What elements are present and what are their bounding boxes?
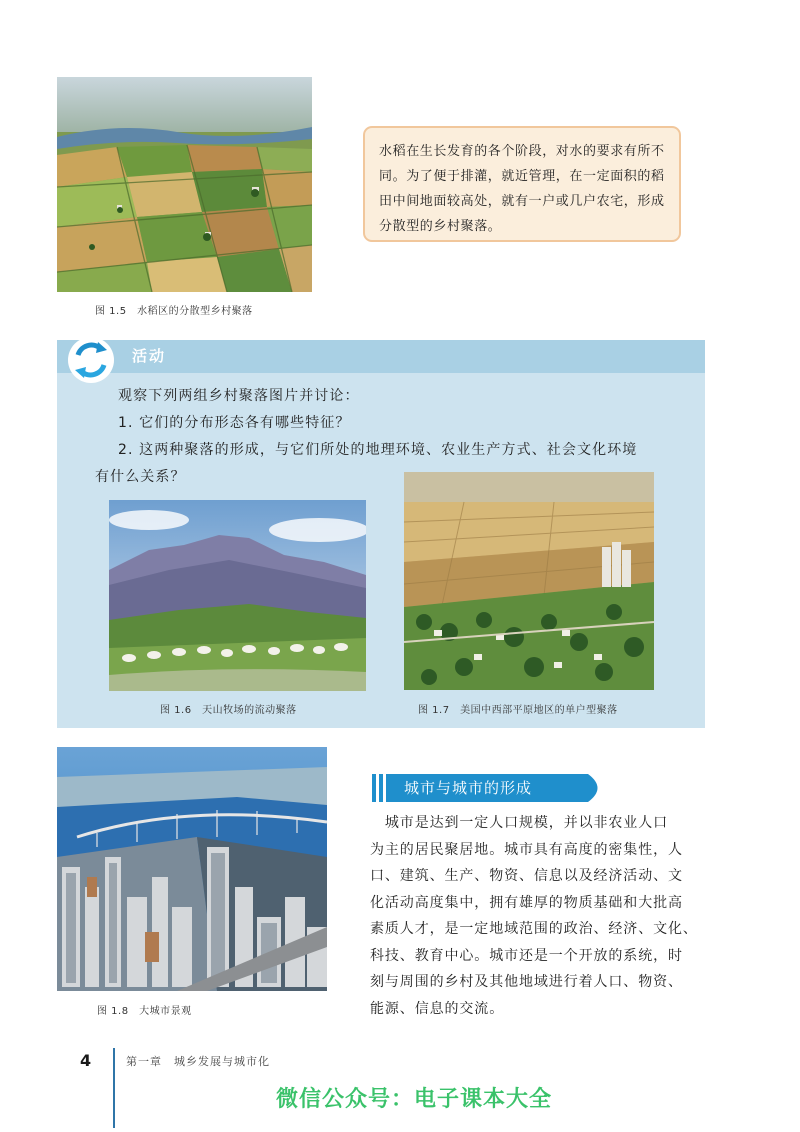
figure-caption: 图 1.6 天山牧场的流动聚落 (160, 705, 297, 716)
activity-title: 活动 (132, 347, 167, 365)
figure-caption: 图 1.8 大城市景观 (97, 1006, 192, 1017)
figure-caption: 图 1.5 水稻区的分散型乡村聚落 (95, 306, 253, 317)
note-box: 水稻在生长发育的各个阶段，对水的要求有所不 同。为了便于排灌，就近管理，在一定面积的稻 田中间地面较高处，就有一户或几户农宅，形成 分散型的乡村聚落。 (363, 126, 681, 242)
paragraph-line: 城市是达到一定人口规模，并以非农业人口 (370, 815, 668, 831)
figure-city-skyline-photo (57, 747, 327, 991)
footer-divider (113, 1048, 115, 1128)
section-title: 城市与城市的形成 (404, 779, 533, 797)
paragraph-line: 口、建筑、生产、物资、信息以及经济活动、文 (370, 868, 683, 884)
activity-question-1: 1. 它们的分布形态各有哪些特征？ (118, 415, 351, 431)
paragraph-line: 科技、教育中心。城市还是一个开放的系统，时 (370, 947, 683, 964)
activity-question-2: 2. 这两种聚落的形成，与它们所处的地理环境、农业生产方式、社会文化环境 (118, 442, 638, 458)
cycle-arrows-icon (60, 335, 122, 385)
activity-question-2-continued: 有什么关系？ (95, 469, 186, 485)
paragraph-line: 刻与周围的乡村及其他地域进行着人口、物资、 (370, 974, 683, 990)
watermark-text: 微信公众号：电子课本大全 (276, 1087, 553, 1112)
chapter-title: 第一章 城乡发展与城市化 (126, 1055, 270, 1068)
activity-intro: 观察下列两组乡村聚落图片并讨论： (118, 388, 360, 404)
paragraph-line: 素质人才，是一定地域范围的政治、经济、文化、 (370, 921, 698, 937)
page-number: 4 (80, 1051, 92, 1070)
figure-midwest-farms-photo (404, 472, 654, 690)
paragraph-line: 为主的居民聚居地。城市具有高度的密集性，人 (370, 841, 683, 858)
figure-tianshan-pasture-photo (109, 500, 366, 691)
figure-rice-fields-photo (57, 77, 312, 292)
paragraph-line: 化活动高度集中，拥有雄厚的物质基础和大批高 (370, 894, 683, 911)
figure-caption: 图 1.7 美国中西部平原地区的单户型聚落 (418, 705, 618, 716)
section-body-paragraph (370, 810, 714, 1022)
paragraph-line: 能源、信息的交流。 (370, 1000, 505, 1017)
